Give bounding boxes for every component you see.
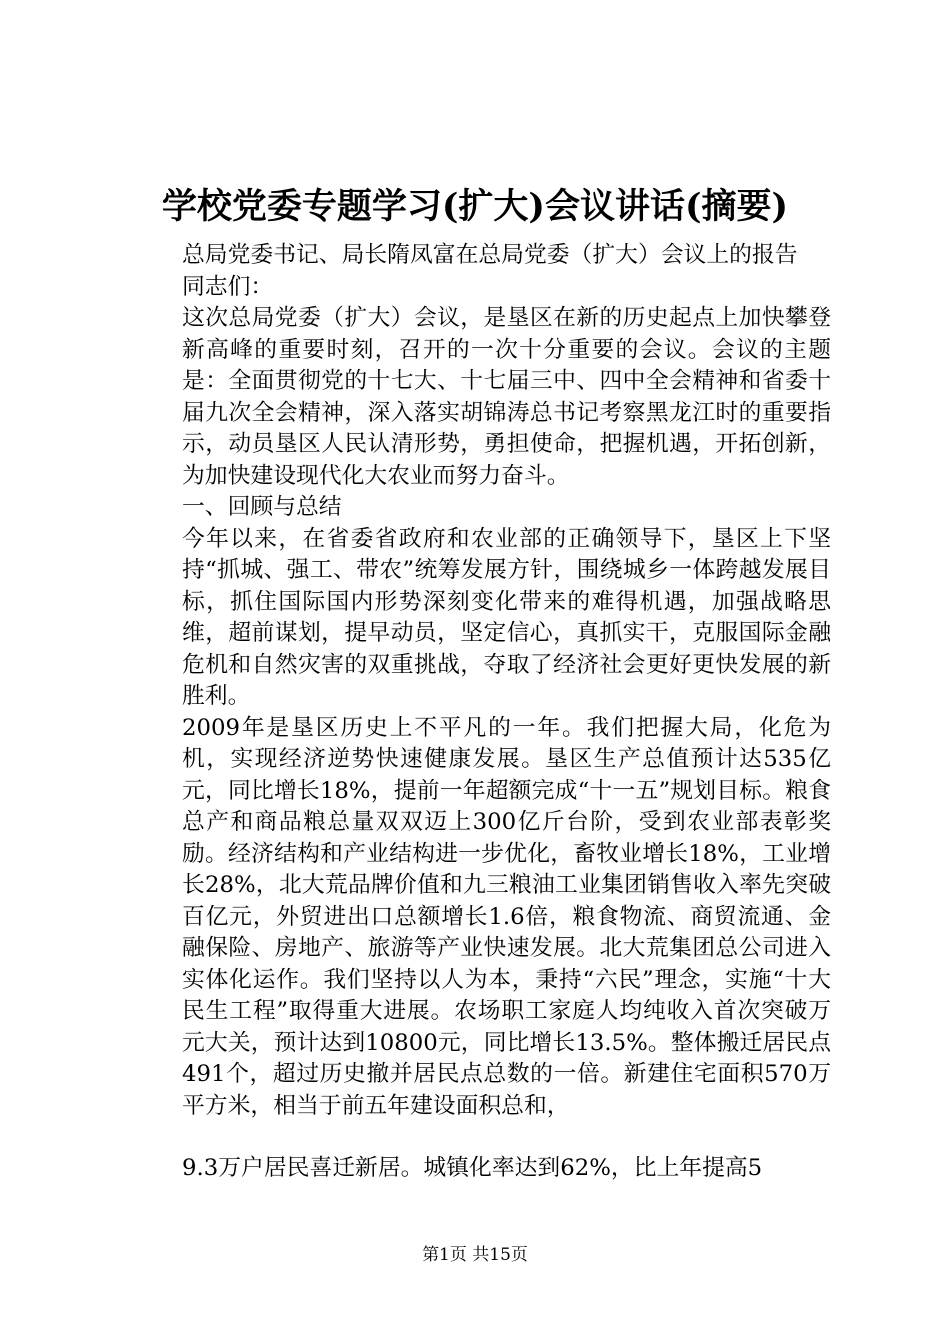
paragraph: 这次总局党委（扩大）会议，是垦区在新的历史起点上加快攀登新高峰的重要时刻，召开的一次十分重要的会议。会议的主题是：全面贯彻党的十七大、十七届三中、四中全会精神和省委十届九次全会精神，深入落实胡锦涛总书记考察黑龙江时的重要指示，动员垦区人民认清形势，勇担使命，把握机遇，开拓创新，为加快建设现代化大农业而努力奋斗。 — [182, 305, 831, 489]
page-number: 第1页 共15页 — [422, 1245, 528, 1265]
salutation: 同志们： — [182, 273, 274, 300]
paragraph-continuation: 9.3万户居民喜迁新居。城镇化率达到62%，比上年提高5 — [182, 1155, 763, 1181]
section-heading: 一、回顾与总结 — [182, 494, 342, 520]
paragraph: 今年以来，在省委省政府和农业部的正确领导下，垦区上下坚持“抓城、强工、带农”统筹发展方针，围绕城乡一体跨越发展目标，抓住国际国内形势深刻变化带来的难得机遇，加强战略思维，超前谋划，提早动员，坚定信心，真抓实干，克服国际金融危机和自然灾害的双重挑战，夺取了经济社会更好更快发展的新胜利。 — [182, 525, 831, 709]
document-body — [126, 240, 831, 1122]
document-subtitle: 总局党委书记、局长隋凤富在总局党委（扩大）会议上的报告 — [182, 242, 798, 268]
paragraph: 2009年是垦区历史上不平凡的一年。我们把握大局，化危为机，实现经济逆势快速健康发展。垦区生产总值预计达535亿元，同比增长18%，提前一年超额完成“十一五”规划目标。粮食总产和商品粮总量双双迈上300亿斤台阶，受到农业部表彰奖励。经济结构和产业结构进一步优化，畜牧业增长18%，工业增长28%，北大荒品牌价值和九三粮油工业集团销售收入率先突破百亿元，外贸进出口总额增长1.6倍，粮食物流、商贸流通、金融保险、房地产、旅游等产业快速发展。北大荒集团总公司进入实体化运作。我们坚持以人为本，秉持“六民”理念，实施“十大民生工程”取得重大进展。农场职工家庭人均纯收入首次突破万元大关，预计达到10800元，同比增长13.5%。整体搬迁居民点491个，超过历史撤并居民点总数的一倍。新建住宅面积570万平方米，相当于前五年建设面积总和， — [182, 714, 831, 1119]
document-title: 学校党委专题学习(扩大)会议讲话(摘要) — [161, 186, 789, 227]
continuation-line — [126, 1153, 831, 1185]
